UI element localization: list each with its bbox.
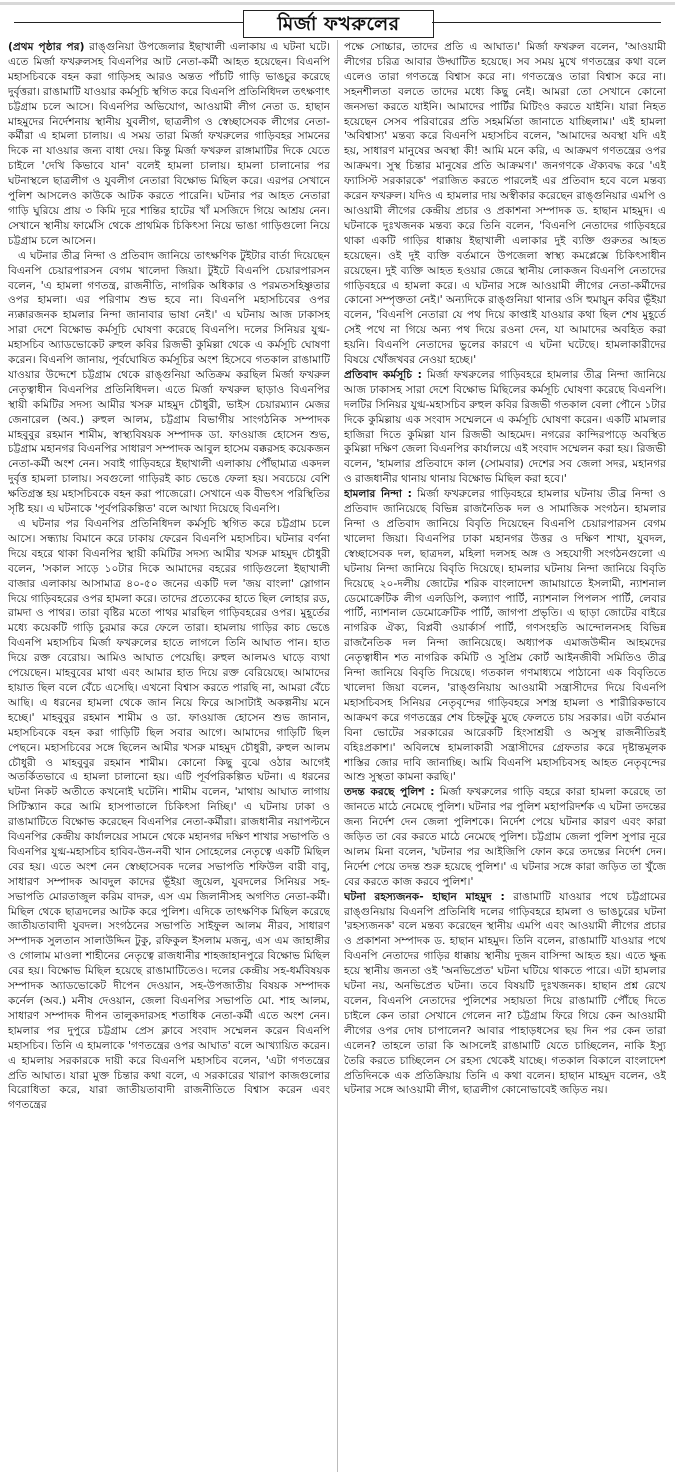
paragraph-text: মির্জা ফখরুলের গাড়ি বহরে কারা হামলা করেছে তা জানতে মাঠে নেমেছে পুলিশ। ঘটনার পর পুলিশ মহাপরিদর্শক এ ঘটনা তদন্তের জন্য নির্দেশ দেন জেলা পুলিশকে। নির্দেশ পেয়ে ঘটনার কারণ এবং কারা জড়িত তা বের করতে মাঠে নেমেছে পুলিশ। চট্টগ্রাম জেলা পুলিশ সুপার নূরে আলম মিনা বলেন, 'ঘটনার পর আইজিপি ফোন করে তদন্তের নির্দেশ দেন। নির্দেশ পেয়ে তদন্ত শুরু হয়েছে পুলিশ।' এ ঘটনার সঙ্গে কারা জড়িত তা খুঁজে বের করতে কাজ করবে পুলিশ।' (344, 786, 666, 888)
paragraph-text: মির্জা ফখরুলের গাড়িবহরে হামলার ঘটনায় তীব্র নিন্দা ও প্রতিবাদ জানিয়েছে বিভিন্ন রাজনৈতিক দল ও সামাজিক সংগঠন। হামলার নিন্দা ও প্রতিবাদ জানিয়ে বিবৃতি দিয়েছেন বিএনপি চেয়ারপারসন বেগম খালেদা জিয়া। বিএনপির ঢাকা মহানগর উত্তর ও দক্ষিণ শাখা, যুবদল, স্বেচ্ছাসেবক দল, ছাত্রদল, মহিলা দলসহ অঙ্গ ও সহযোগী সংগঠনগুলো এ ঘটনায় নিন্দা জানিয়ে বিবৃতি দিয়েছে। হামলার ঘটনায় নিন্দা জানিয়ে বিবৃতি দিয়েছে ২০-দলীয় জোটের শরিক বাংলাদেশ জামায়াতে ইসলামী, ন্যাশনাল ডেমোক্রেটিক লীগ এলডিপি, কল্যাণ পার্টি, ন্যাশনাল পিপলস পার্টি, লেবার পার্টি, ন্যাশনাল ডেমোক্রেটিক পার্টি, জাগপা প্রভৃতি। এ ছাড়া জোটের বাইরে নাগরিক ঐক্য, বিপ্লবী ওয়ার্কার্স পার্টি, গণসংহতি আন্দোলনসহ বিভিন্ন রাজনৈতিক দল নিন্দা জানিয়েছে। অধ্যাপক এমাজউদ্দীন আহমদের নেতৃত্বাধীন শত নাগরিক কমিটি ও সুপ্রিম কোর্ট আইনজীবী সমিতিও তীব্র নিন্দা জানিয়ে বিবৃতি দিয়েছে। গতকাল গণমাধ্যমে পাঠানো এক বিবৃতিতে খালেদা জিয়া বলেন, 'রাঙ্গুনিয়ায় আওয়ামী সন্ত্রাসীদের দিয়ে বিএনপি মহাসচিবসহ সিনিয়র নেতৃবৃন্দের গাড়িবহরে সশস্ত্র হামলা ও শারীরিকভাবে আক্রমণ করে গণতন্ত্রের শেষ চিহ্নটুকু মুছে ফেলতে চায় সরকার। এটা বর্তমান বিনা ভোটের সরকারের আরেকটি হিংসাশ্রয়ী ও অসুস্থ রাজনীতিরই বহিঃপ্রকাশ।' অবিলম্বে হামলাকারী সন্ত্রাসীদের গ্রেফতার করে দৃষ্টান্তমূলক শাস্তির জোর দাবি জানাচ্ছি। আমি বিএনপি মহাসচিবসহ আহত নেতৃবৃন্দের আশু সুস্থতা কামনা করছি।' (344, 488, 666, 784)
subheading-protest-program: প্রতিবাদ কর্মসূচি : (344, 368, 422, 381)
paragraph (344, 40, 666, 368)
paragraph-text: মির্জা ফখরুলের গাড়িবহরে হামলার তীব্র নিন্দা জানিয়ে আজ ঢাকাসহ সারা দেশে বিক্ষোভ মিছিলের কর্মসূচি ঘোষণা করেছে বিএনপি। দলটির সিনিয়র যুগ্ম-মহাসচিব রুহুল কবির রিজভী গতকাল বেলা পৌনে ১টার দিকে কুমিল্লায় এক সংবাদ সম্মেলনে এ কর্মসূচি ঘোষণা করেন। একটি মামলার হাজিরা দিতে কুমিল্লা যান রিজভী আহমেদ। নগরের কান্দিরপাড়ে অবস্থিত কুমিল্লা দক্ষিণ জেলা বিএনপির কার্যালয়ে এই সংবাদ সম্মেলন করা হয়। রিজভী বলেন, 'হামলার প্রতিবাদে কাল (সোমবার) দেশের সব জেলা সদর, মহানগর ও রাজধানীর থানায় থানায় বিক্ষোভ মিছিল করা হবে।' (344, 368, 666, 486)
paragraph-text: এ ঘটনার তীব্র নিন্দা ও প্রতিবাদ জানিয়ে তাৎক্ষণিক টুইটার বার্তা দিয়েছেন বিএনপি চেয়ারপারসন বেগম খালেদা জিয়া। টুইটে বিএনপি চেয়ারপারসন বলেন, 'এ হামলা গণতন্ত্র, রাজনীতি, নাগরিক অধিকার ও পরমতসহিষ্ণুতার ওপর হামলা। এর পরিণাম শুভ হবে না। বিএনপি মহাসচিবের ওপর ন্যক্কারজনক হামলার নিন্দা জানাবার ভাষা নেই।' এ ঘটনায় আজ ঢাকাসহ সারা দেশে বিক্ষোভ কর্মসূচি ঘোষণা করেছে বিএনপি। দলের সিনিয়র যুগ্ম-মহাসচিব অ্যাডভোকেট রুহুল কবির রিজভী কুমিল্লা থেকে এ কর্মসূচি ঘোষণা করেন। বিএনপি জানায়, পূর্বঘোষিত কর্মসূচির অংশ হিসেবে গতকাল রাঙামাটি যাওয়ার উদ্দেশে চট্টগ্রাম থেকে রাঙ্গুনিয়া অতিক্রম করছিল মির্জা ফখরুল নেতৃত্বাধীন বিএনপির প্রতিনিধিদল। এতে মির্জা ফখরুল ছাড়াও বিএনপির স্থায়ী কমিটির সদস্য আমীর খসরু মাহমুদ চৌধুরী, ভাইস চেয়ারম্যান মেজর জেনারেল (অব.) রুহুল আলম, চট্টগ্রাম বিভাগীয় সাংগঠনিক সম্পাদক মাহবুবুর রহমান শামীম, স্বাস্থ্যবিষয়ক সম্পাদক ডা. ফাওয়াজ হোসেন শুভ, চট্টগ্রাম মহানগর বিএনপির সাধারণ সম্পাদক আবুল হাসেম বক্করসহ কয়েকজন নেতা-কর্মী অংশ নেন। সবাই গাড়িবহরে ইছাখালী এলাকায় পৌঁছামাত্র একদল দুর্বৃত্ত হামলা চালায়। সবগুলো গাড়িরই কাচ ভেঙে ফেলা হয়। সবচেয়ে বেশি ক্ষতিগ্রস্ত হয় মহাসচিবকে বহন করা পাজেরো। সেখানে এক বীভৎস পরিস্থিতির সৃষ্টি হয়। এ ঘটনাকে 'পূর্বপরিকল্পিত' বলে আখ্যা দিয়েছে বিএনপি। (8, 249, 330, 516)
subsection-protest-program (344, 368, 666, 487)
paragraph-text: রাঙামাটি যাওয়ার পথে চট্টগ্রামের রাঙ্গুনিয়ায় বিএনপি প্রতিনিধি দলের গাড়িবহরে হামলা ও ভাঙচুরের ঘটনা 'রহস্যজনক' বলে মন্তব্য করেছেন স্থানীয় এমপি এবং আওয়ামী লীগের প্রচার ও প্রকাশনা সম্পাদক ড. হাছান মাহমুদ। তিনি বলেন, রাঙামাটি যাওয়ার পথে বিএনপি নেতাদের গাড়ির ধাক্কায় স্থানীয় দুজন বাসিন্দা আহত হয়। এতে ক্ষুব্ধ হয়ে স্থানীয় জনতা ওই 'অনভিপ্রেত' ঘটনা ঘটিয়ে থাকতে পারে। এটা হামলার ঘটনা নয়, অনভিপ্রেত ঘটনা। তবে বিষয়টি দুঃখজনক। হাছান প্রশ্ন রেখে বলেন, বিএনপি নেতাদের পুলিশের সহায়তা দিয়ে রাঙামাটি পৌঁছে দিতে চাইলে কেন তারা সেখানে গেলেন না? চট্টগ্রাম ফিরে গিয়ে কেন আওয়ামী লীগের ওপর দোষ চাপালেন? আবার পাহাড়ধসের ছয় দিন পর কেন তারা এলেন? তাহলে তারা কি আসলেই রাঙামাটি যেতে চাচ্ছিলেন, নাকি ইস্যু তৈরি করতে চাচ্ছিলেন সে রহস্য থেকেই যাচ্ছে। গতকাল বিকালে বাংলাদেশ প্রতিদিনকে এক প্রতিক্রিয়ায় তিনি এ কথা বলেন। হাছান মাহমুদ বলেন, ওই ঘটনার সঙ্গে আওয়ামী লীগ, ছাত্রলীগ কোনোভাবেই জড়িত নয়। (344, 890, 666, 1097)
subheading-police-investigation: তদন্ত করছে পুলিশ : (344, 786, 435, 799)
headline-rule-left (14, 22, 243, 23)
paragraph-text: রাঙ্গুনিয়া উপজেলার ইছাখালী এলাকায় এ ঘটনা ঘটে। এতে মির্জা ফখরুলসহ বিএনপির আট নেতা-কর্মী আহত হয়েছেন। বিএনপি মহাসচিবকে বহন করা গাড়িসহ আরও অন্তত পাঁচটি গাড়ি ভাঙচুর করেছে দুর্বৃত্তরা। রাঙামাটি যাওয়ার কর্মসূচি স্থগিত করে বিএনপি প্রতিনিধিদল তৎক্ষণাৎ চট্টগ্রাম চলে আসে। বিএনপির অভিযোগ, আওয়ামী লীগ নেতা ড. হাছান মাহমুদের নির্দেশনায় স্থানীয় যুবলীগ, ছাত্রলীগ ও স্বেচ্ছাসেবক লীগের নেতা-কর্মীরা এ হামলা চালায়। এ সময় তারা মির্জা ফখরুলের গাড়িবহর সামনের দিকে না যাওয়ার জন্য বাধা দেয়। কিন্তু মির্জা ফখরুল রাঙ্গামাটির দিকে যেতে চাইলে 'দেখি কিভাবে যান' বলেই হামলা চালায়। হামলা চালানোর পর ঘটনাস্থলে ছাত্রলীগ ও যুবলীগ নেতারা বিক্ষোভ মিছিল করে। এরপর সেখানে পুলিশ আসলেও কাউকে আটক করতে পারেনি। ঘটনার পর আহত নেতারা গাড়ি ঘুরিয়ে প্রায় ৩ কিমি দূরে শান্তির হাটের খাঁ মসজিদে গিয়ে আশ্রয় নেন। সেখানে স্থানীয় ফার্মেসি থেকে প্রাথমিক চিকিৎসা নিয়ে ভাঙা গাড়িগুলো নিয়ে চট্টগ্রাম চলে আসেন। (8, 41, 330, 247)
column-divider (337, 40, 338, 1472)
article-column-left (8, 40, 330, 1472)
subheading-mysterious-incident: ঘটনা রহস্যজনক- হাছান মাহমুদ : (344, 890, 505, 903)
subheading-condemnation: হামলার নিন্দা : (344, 488, 412, 501)
paragraph-lead: (প্রথম পৃষ্ঠার পর) (8, 41, 85, 53)
page-headline: মির্জা ফখরুলের (243, 10, 434, 38)
top-rule (0, 2, 675, 5)
paragraph (8, 40, 330, 249)
article-columns (8, 40, 668, 1472)
paragraph-text: এ ঘটনার পর বিএনপির প্রতিনিধিদল কর্মসূচি স্থগিত করে চট্টগ্রাম চলে আসে। সন্ধ্যায় বিমানে করে ঢাকায় ফেরেন বিএনপি মহাসচিব। ঘটনার বর্ণনা দিয়ে বহরে থাকা বিএনপির স্থায়ী কমিটির সদস্য আমীর খসরু মাহমুদ চৌধুরী বলেন, 'সকাল সাড়ে ১০টার দিকে আমাদের বহরের গাড়িগুলো ইছাখালী বাজার এলাকায় আসামাত্র ৪০-৫০ জনের একটি দল 'জয় বাংলা' স্লোগান দিয়ে গাড়িবহরের ওপর হামলা করে। তাদের প্রত্যেকের হাতে ছিল লোহার রড, রামদা ও পাথর। তারা বৃষ্টির মতো পাথর মারছিল গাড়িবহরের ওপর। মুহূর্তের মধ্যে কয়েকটি গাড়ি চুরমার করে ফেলে তারা। হামলায় গাড়ির কাচ ভেঙে বিএনপি মহাসচিব মির্জা ফখরুলের হাতে লাগলে তিনি আঘাত পান। হাত দিয়ে রক্ত বেরোয়। আমিও আঘাত পেয়েছি। রুহুল আলমও ঘাড়ে ব্যথা পেয়েছেন। মাহবুবের মাথা এবং আমার হাত দিয়ে রক্ত বেরিয়েছে। আমাদের হায়াত ছিল বলে বেঁচে এসেছি। এখনো বিশ্বাস করতে পারছি না, আমরা বেঁচে আছি। এ ধরনের হামলা থেকে জান নিয়ে ফিরে আসাটাই অকল্পনীয় মনে হচ্ছে।' মাহবুবুর রহমান শামীম ও ডা. ফাওয়াজ হোসেন শুভ জানান, মহাসচিবকে বহন করা গাড়িটি ছিল সবার আগে। আমাদের গাড়িটি ছিল পেছনে। মহাসচিবের সঙ্গে ছিলেন আমীর খসরু মাহমুদ চৌধুরী, রুহুল আলম চৌধুরী ও মাহবুবুর রহমান শামীম। কোনো কিছু বুঝে ওঠার আগেই অতর্কিতভাবে এ হামলা চালানো হয়। এটি পূর্বপরিকল্পিত ঘটনা। এ ধরনের ঘটনা নিকট অতীতে কখনোই ঘটেনি। শামীম বলেন, 'মাথায় আঘাত লাগায় সিটিস্ক্যান করে আমি হাসপাতালে চিকিৎসা নিচ্ছি।' এ ঘটনায় ঢাকা ও রাঙামাটিতে বিক্ষোভ করেছেন বিএনপির নেতা-কর্মীরা। রাজধানীর নয়াপল্টনে বিএনপির কেন্দ্রীয় কার্যালয়ের সামনে থেকে মহানগর দক্ষিণ শাখার সভাপতি ও বিএনপির যুগ্ম-মহাসচিব হাবিব-উন-নবী খান সোহেলের নেতৃত্বে একটি মিছিল বের হয়। এতে অংশ নেন স্বেচ্ছাসেবক দলের সভাপতি শফিউল বারী বাবু, সাধারণ সম্পাদক আবদুল কাদের ভূঁইয়া জুয়েল, যুবদলের সিনিয়র সহ-সভাপতি মোরতাজুল করিম বাদরু, এস এম জিলানীসহ অগণিত নেতা-কর্মী। মিছিল থেকে ছাত্রদলের আটক করে পুলিশ। এদিকে তাৎক্ষণিক মিছিল করেছে জাতীয়তাবাদী যুবদল। সংগঠনের সভাপতি সাইফুল আলম নীরব, সাধারণ সম্পাদক সুলতান সালাউদ্দিন টুকু, রফিকুল ইসলাম মজনু, এস এম জাহাঙ্গীর ও গোলাম মাওলা শাহীনের নেতৃত্বে রাজধানীর শাহজাহানপুরে বিক্ষোভ মিছিল বের হয়। বিক্ষোভ মিছিল হয়েছে রাঙামাটিতেও। দলের কেন্দ্রীয় সহ-ধর্মবিষয়ক সম্পাদক অ্যাডভোকেট দীপেন দেওয়ান, সহ-উপজাতীয় বিষয়ক সম্পাদক কর্নেল (অব.) মনীষ দেওয়ান, জেলা বিএনপির সভাপতি মো. শাহ আলম, সাধারণ সম্পাদক দীপন তালুকদারসহ শতাধিক নেতা-কর্মী এতে অংশ নেন। হামলার পর দুপুরে চট্টগ্রাম প্রেস ক্লাবে সংবাদ সম্মেলন করেন বিএনপি মহাসচিব। তিনি এ হামলাকে 'গণতন্ত্রের ওপর আঘাত' বলে আখ্যায়িত করেন। এ হামলায় সরকারকে দায়ী করে বিএনপি মহাসচিব বলেন, 'এটা গণতন্ত্রের প্রতি আঘাত। যারা মুক্ত চিন্তার কথা বলে, এ সরকারের খারাপ কাজগুলোর বিরোধিতা করে, যারা জাতীয়তাবাদী রাজনীতিতে বিশ্বাস করেন এবং গণতন্ত্রের (8, 518, 330, 1112)
headline-bar (0, 10, 675, 36)
subsection-police-investigation (344, 785, 666, 889)
subsection-mysterious-incident (344, 890, 666, 1099)
subsection-condemnation (344, 487, 666, 785)
paragraph (8, 249, 330, 517)
paragraph (8, 517, 330, 1113)
headline-rule-right (432, 22, 661, 23)
article-column-right (344, 40, 666, 1472)
paragraph-text: পক্ষে সোচ্চার, তাদের প্রতি এ আঘাত।' মির্জা ফখরুল বলেন, 'আওয়ামী লীগের চরিত্র আবার উদ্ঘাটিত হয়েছে। সব সময় মুখে গণতন্ত্রের কথা বলে এলেও তারা গণতন্ত্রে বিশ্বাস করে না। গণতন্ত্রেও তারা বিশ্বাস করে না। সহনশীলতা বলতে তাদের মধ্যে কিছু নেই। আমরা তো সেখানে কোনো জনসভা করতে যাইনি। আমাদের পার্টির মিটিংও করতে যাইনি। যারা নিহত হয়েছেন সেসব পরিবারের প্রতি সহমর্মিতা জানাতে যাচ্ছিলাম।' এই হামলা 'অবিশ্বাস্য' মন্তব্য করে বিএনপি মহাসচিব বলেন, 'আমাদের অবস্থা যদি এই হয়, সাধারণ মানুষের অবস্থা কী! আমি মনে করি, এ আক্রমণ গণতন্ত্রের ওপর আক্রমণ। সুস্থ চিন্তার মানুষের প্রতি আক্রমণ।' জনগণকে ঐক্যবদ্ধ করে 'এই ফ্যাসিস্ট সরকারকে' পরাজিত করতে পারলেই এর প্রতিবাদ হবে বলে মন্তব্য করেন ফখরুল। যদিও এ হামলার দায় অস্বীকার করেছেন রাঙ্গুনিয়ার এমপি ও আওয়ামী লীগের কেন্দ্রীয় প্রচার ও প্রকাশনা সম্পাদক ড. হাছান মাহমুদ। এ ঘটনাকে দুঃখজনক মন্তব্য করে তিনি বলেন, 'বিএনপি নেতাদের গাড়িবহরে থাকা একটি গাড়ির ধাক্কায় ইছাখালী এলাকার দুই ব্যক্তি গুরুতর আহত হয়েছেন। ওই দুই ব্যক্তি বর্তমানে উপজেলা স্বাস্থ্য কমপ্লেক্সে চিকিৎসাধীন রয়েছেন। দুই ব্যক্তি আহত হওয়ার জেরে স্থানীয় লোকজন বিএনপি নেতাদের গাড়িবহরে এ হামলা করে। এ ঘটনার সঙ্গে আওয়ামী লীগের নেতা-কর্মীদের কোনো সম্পৃক্ততা নেই।' অন্যদিকে রাঙ্গুনিয়া থানার ওসি হুমায়ুন কবির ভূঁইয়া বলেন, 'বিএনপি নেতারা যে পথ দিয়ে কাপ্তাই যাওয়ার কথা ছিল শেষ মুহূর্তে সেই পথে না গিয়ে অন্য পথ দিয়ে রওনা দেন, যা আমাদের অবহিত করা হয়নি। বিএনপি নেতাদের ভুলের কারণে এ ঘটনা ঘটেছে। হামলাকারীদের বিষয়ে খোঁজখবর নেওয়া হচ্ছে।' (344, 41, 666, 367)
